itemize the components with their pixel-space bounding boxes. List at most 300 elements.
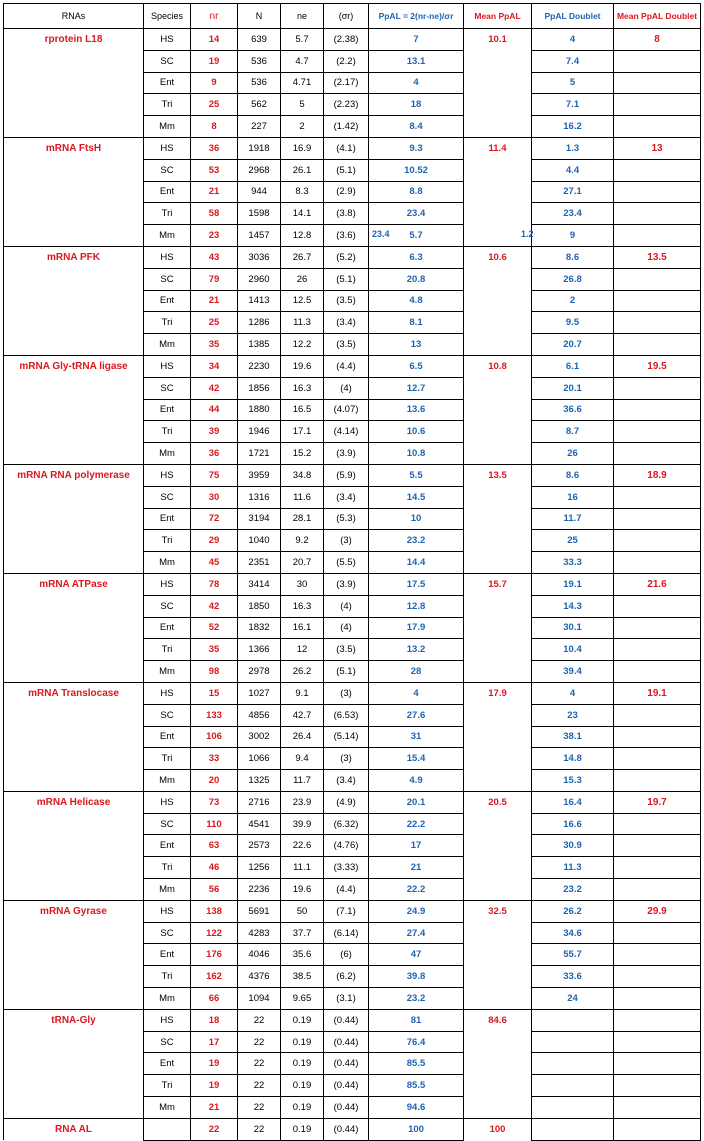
species-cell: Mm [144, 879, 191, 901]
pp-doublet-cell: 15.3 [532, 770, 614, 792]
mean-pp-doublet-cell [614, 421, 701, 443]
N-cell: 1094 [238, 988, 281, 1010]
sigma-cell: (3.1) [324, 988, 369, 1010]
rna-name-cell [4, 225, 144, 247]
mean-pp-cell [464, 1053, 532, 1075]
sigma-cell: (3.33) [324, 857, 369, 879]
mean-pp-doublet-cell [614, 94, 701, 116]
table-row [4, 726, 701, 748]
species-cell: Mm [144, 116, 191, 138]
pp-doublet-cell: 16.6 [532, 813, 614, 835]
pp-cell: 27.4 [369, 922, 464, 944]
species-cell: HS [144, 682, 191, 704]
table-row [4, 334, 701, 356]
species-cell: Ent [144, 290, 191, 312]
pp-doublet-cell: 7.1 [532, 94, 614, 116]
nr-cell: 9 [191, 72, 238, 94]
table-row [4, 835, 701, 857]
mean-pp-doublet-cell [614, 268, 701, 290]
rna-name-cell: mRNA Helicase [4, 791, 144, 813]
rna-name-cell [4, 639, 144, 661]
rna-name-cell [4, 290, 144, 312]
table-row [4, 639, 701, 661]
rna-name-cell [4, 1031, 144, 1053]
mean-pp-doublet-cell [614, 225, 701, 247]
rna-table [3, 3, 701, 1141]
sigma-cell: (5.5) [324, 552, 369, 574]
sigma-cell: (4.1) [324, 137, 369, 159]
pp-cell: 47 [369, 944, 464, 966]
nr-cell: 25 [191, 312, 238, 334]
pp-doublet-cell: 16 [532, 486, 614, 508]
table-row [4, 1031, 701, 1053]
pp-cell: 6.5 [369, 355, 464, 377]
header-sigma: (σr) [324, 4, 369, 29]
pp-cell: 4.9 [369, 770, 464, 792]
N-cell: 639 [238, 29, 281, 51]
mean-pp-cell [464, 748, 532, 770]
header-pp-doublet: PpAL Doublet [532, 4, 614, 29]
nr-cell: 21 [191, 290, 238, 312]
ne-cell: 23.9 [281, 791, 324, 813]
species-cell: SC [144, 813, 191, 835]
sigma-cell: (6) [324, 944, 369, 966]
ne-cell: 12 [281, 639, 324, 661]
nr-cell: 75 [191, 464, 238, 486]
N-cell: 22 [238, 1009, 281, 1031]
sigma-cell: (2.17) [324, 72, 369, 94]
nr-cell: 34 [191, 355, 238, 377]
N-cell: 536 [238, 72, 281, 94]
ne-cell: 26.7 [281, 246, 324, 268]
mean-pp-cell [464, 639, 532, 661]
rna-name-cell [4, 966, 144, 988]
nr-cell: 20 [191, 770, 238, 792]
sigma-cell: (3.5) [324, 290, 369, 312]
mean-pp-doublet-cell [614, 116, 701, 138]
N-cell: 2573 [238, 835, 281, 857]
pp-doublet-cell: 38.1 [532, 726, 614, 748]
N-cell: 3959 [238, 464, 281, 486]
pp-doublet-cell: 9.5 [532, 312, 614, 334]
mean-pp-doublet-cell: 19.5 [614, 355, 701, 377]
pp-cell: 85.5 [369, 1053, 464, 1075]
mean-pp-doublet-cell: 29.9 [614, 900, 701, 922]
pp-cell: 13 [369, 334, 464, 356]
mean-pp-cell [464, 290, 532, 312]
table-row [4, 181, 701, 203]
N-cell: 944 [238, 181, 281, 203]
mean-pp-doublet-cell [614, 1097, 701, 1119]
pp-cell: 21 [369, 857, 464, 879]
mean-pp-doublet-cell: 13.5 [614, 246, 701, 268]
species-cell: Mm [144, 988, 191, 1010]
pp-cell: 17 [369, 835, 464, 857]
table-row [4, 573, 701, 595]
rna-name-cell [4, 857, 144, 879]
stray-value: 1.2 [521, 229, 534, 239]
rna-name-cell [4, 399, 144, 421]
nr-cell: 36 [191, 443, 238, 465]
sigma-cell: (5.3) [324, 508, 369, 530]
rna-name-cell: mRNA ATPase [4, 573, 144, 595]
N-cell: 3194 [238, 508, 281, 530]
mean-pp-doublet-cell [614, 835, 701, 857]
nr-cell: 98 [191, 661, 238, 683]
pp-cell: 12.8 [369, 595, 464, 617]
table-row [4, 1118, 701, 1140]
pp-cell: 23.2 [369, 988, 464, 1010]
nr-cell: 73 [191, 791, 238, 813]
nr-cell: 79 [191, 268, 238, 290]
pp-doublet-cell: 34.6 [532, 922, 614, 944]
mean-pp-cell [464, 661, 532, 683]
sigma-cell: (3) [324, 682, 369, 704]
sigma-cell: (0.44) [324, 1097, 369, 1119]
sigma-cell: (4.76) [324, 835, 369, 857]
nr-cell: 21 [191, 181, 238, 203]
rna-name-cell [4, 748, 144, 770]
pp-doublet-cell: 5 [532, 72, 614, 94]
rna-name-cell: mRNA Gly-tRNA ligase [4, 355, 144, 377]
rna-name-cell [4, 944, 144, 966]
table-row [4, 988, 701, 1010]
N-cell: 3414 [238, 573, 281, 595]
pp-cell: 76.4 [369, 1031, 464, 1053]
rna-name-cell [4, 421, 144, 443]
sigma-cell: (6.14) [324, 922, 369, 944]
N-cell: 1366 [238, 639, 281, 661]
species-cell: Tri [144, 530, 191, 552]
table-row [4, 94, 701, 116]
rna-name-cell [4, 1053, 144, 1075]
nr-cell: 15 [191, 682, 238, 704]
mean-pp-doublet-cell [614, 159, 701, 181]
N-cell: 1598 [238, 203, 281, 225]
table-row [4, 203, 701, 225]
mean-pp-cell [464, 268, 532, 290]
rna-name-cell: mRNA Gyrase [4, 900, 144, 922]
table-row [4, 1009, 701, 1031]
nr-cell: 18 [191, 1009, 238, 1031]
mean-pp-cell: 11.4 [464, 137, 532, 159]
mean-pp-doublet-cell [614, 290, 701, 312]
table-row [4, 268, 701, 290]
nr-cell: 56 [191, 879, 238, 901]
ne-cell: 30 [281, 573, 324, 595]
sigma-cell: (0.44) [324, 1009, 369, 1031]
pp-doublet-cell: 24 [532, 988, 614, 1010]
pp-doublet-cell: 8.6 [532, 246, 614, 268]
species-cell: HS [144, 1009, 191, 1031]
rna-name-cell [4, 617, 144, 639]
ne-cell: 42.7 [281, 704, 324, 726]
N-cell: 2351 [238, 552, 281, 574]
species-cell: Tri [144, 203, 191, 225]
rna-name-cell [4, 835, 144, 857]
mean-pp-doublet-cell [614, 1118, 701, 1140]
mean-pp-doublet-cell [614, 203, 701, 225]
pp-cell: 5.5 [369, 464, 464, 486]
species-cell: HS [144, 29, 191, 51]
species-cell: Ent [144, 72, 191, 94]
pp-doublet-cell: 33.6 [532, 966, 614, 988]
mean-pp-cell [464, 770, 532, 792]
pp-cell: 10.52 [369, 159, 464, 181]
mean-pp-cell [464, 72, 532, 94]
mean-pp-doublet-cell [614, 50, 701, 72]
mean-pp-doublet-cell [614, 508, 701, 530]
mean-pp-doublet-cell [614, 443, 701, 465]
mean-pp-doublet-cell [614, 486, 701, 508]
rna-name-cell [4, 813, 144, 835]
rna-name-cell [4, 661, 144, 683]
pp-cell: 20.1 [369, 791, 464, 813]
rna-name-cell: mRNA RNA polymerase [4, 464, 144, 486]
ne-cell: 34.8 [281, 464, 324, 486]
pp-doublet-cell: 33.3 [532, 552, 614, 574]
species-cell: Tri [144, 966, 191, 988]
pp-cell: 13.6 [369, 399, 464, 421]
N-cell: 1946 [238, 421, 281, 443]
table-row [4, 791, 701, 813]
rna-name-cell: mRNA PFK [4, 246, 144, 268]
species-cell: SC [144, 268, 191, 290]
table-row [4, 682, 701, 704]
rna-name-cell [4, 1097, 144, 1119]
mean-pp-cell [464, 944, 532, 966]
sigma-cell: (3.4) [324, 486, 369, 508]
nr-cell: 14 [191, 29, 238, 51]
table-row [4, 421, 701, 443]
table-row [4, 377, 701, 399]
pp-cell: 17.9 [369, 617, 464, 639]
mean-pp-cell [464, 879, 532, 901]
nr-cell: 138 [191, 900, 238, 922]
table-row [4, 312, 701, 334]
N-cell: 1256 [238, 857, 281, 879]
table-row [4, 770, 701, 792]
nr-cell: 19 [191, 50, 238, 72]
N-cell: 562 [238, 94, 281, 116]
N-cell: 1286 [238, 312, 281, 334]
mean-pp-cell [464, 530, 532, 552]
mean-pp-cell [464, 966, 532, 988]
rna-name-cell [4, 486, 144, 508]
mean-pp-cell [464, 922, 532, 944]
mean-pp-cell [464, 443, 532, 465]
rna-name-cell [4, 334, 144, 356]
mean-pp-cell: 84.6 [464, 1009, 532, 1031]
ne-cell: 26.1 [281, 159, 324, 181]
pp-cell: 4 [369, 682, 464, 704]
N-cell: 1040 [238, 530, 281, 552]
rna-name-cell [4, 704, 144, 726]
pp-doublet-cell: 4 [532, 682, 614, 704]
ne-cell: 16.3 [281, 595, 324, 617]
mean-pp-doublet-cell: 8 [614, 29, 701, 51]
pp-doublet-cell: 4.4 [532, 159, 614, 181]
pp-doublet-cell: 26.8 [532, 268, 614, 290]
mean-pp-cell [464, 552, 532, 574]
N-cell: 1316 [238, 486, 281, 508]
species-cell: Ent [144, 617, 191, 639]
ne-cell: 20.7 [281, 552, 324, 574]
ne-cell: 9.4 [281, 748, 324, 770]
mean-pp-doublet-cell [614, 181, 701, 203]
pp-doublet-cell: 11.3 [532, 857, 614, 879]
N-cell: 1027 [238, 682, 281, 704]
species-cell: Tri [144, 94, 191, 116]
table-container [3, 3, 701, 1141]
mean-pp-doublet-cell: 13 [614, 137, 701, 159]
species-cell: HS [144, 573, 191, 595]
pp-cell: 31 [369, 726, 464, 748]
mean-pp-doublet-cell [614, 639, 701, 661]
nr-cell: 21 [191, 1097, 238, 1119]
mean-pp-cell [464, 617, 532, 639]
mean-pp-cell [464, 508, 532, 530]
ne-cell: 4.7 [281, 50, 324, 72]
pp-cell: 14.5 [369, 486, 464, 508]
species-cell: Ent [144, 1053, 191, 1075]
pp-doublet-cell: 14.3 [532, 595, 614, 617]
table-row [4, 399, 701, 421]
ne-cell: 0.19 [281, 1009, 324, 1031]
N-cell: 1413 [238, 290, 281, 312]
sigma-cell: (3.6) [324, 225, 369, 247]
mean-pp-doublet-cell: 18.9 [614, 464, 701, 486]
N-cell: 1832 [238, 617, 281, 639]
header-pp: PpAL = 2(nr-ne)/σr [369, 4, 464, 29]
table-row [4, 486, 701, 508]
mean-pp-doublet-cell [614, 748, 701, 770]
mean-pp-doublet-cell [614, 966, 701, 988]
ne-cell: 8.3 [281, 181, 324, 203]
mean-pp-cell [464, 421, 532, 443]
rna-name-cell [4, 159, 144, 181]
ne-cell: 9.2 [281, 530, 324, 552]
mean-pp-doublet-cell [614, 988, 701, 1010]
nr-cell: 44 [191, 399, 238, 421]
N-cell: 1721 [238, 443, 281, 465]
mean-pp-doublet-cell [614, 530, 701, 552]
nr-cell: 30 [191, 486, 238, 508]
nr-cell: 22 [191, 1118, 238, 1140]
header-mean-pp-doublet: Mean PpAL Doublet [614, 4, 701, 29]
ne-cell: 11.7 [281, 770, 324, 792]
mean-pp-cell [464, 377, 532, 399]
pp-doublet-cell: 20.7 [532, 334, 614, 356]
nr-cell: 8 [191, 116, 238, 138]
pp-cell: 28 [369, 661, 464, 683]
pp-cell: 5.7 [369, 225, 464, 247]
ne-cell: 16.5 [281, 399, 324, 421]
pp-cell: 39.8 [369, 966, 464, 988]
pp-cell: 4 [369, 72, 464, 94]
mean-pp-cell: 10.6 [464, 246, 532, 268]
mean-pp-doublet-cell [614, 857, 701, 879]
mean-pp-cell [464, 94, 532, 116]
nr-cell: 42 [191, 377, 238, 399]
N-cell: 2960 [238, 268, 281, 290]
mean-pp-cell [464, 116, 532, 138]
rna-name-cell: rprotein L18 [4, 29, 144, 51]
pp-doublet-cell: 30.1 [532, 617, 614, 639]
pp-cell: 8.8 [369, 181, 464, 203]
pp-cell: 23.2 [369, 530, 464, 552]
mean-pp-cell [464, 835, 532, 857]
rna-name-cell [4, 508, 144, 530]
ne-cell: 22.6 [281, 835, 324, 857]
sigma-cell: (5.1) [324, 268, 369, 290]
pp-cell: 12.7 [369, 377, 464, 399]
N-cell: 2236 [238, 879, 281, 901]
ne-cell: 12.2 [281, 334, 324, 356]
table-row [4, 355, 701, 377]
header-row [4, 4, 701, 29]
sigma-cell: (0.44) [324, 1031, 369, 1053]
ne-cell: 2 [281, 116, 324, 138]
species-cell: Mm [144, 552, 191, 574]
mean-pp-cell [464, 399, 532, 421]
pp-doublet-cell: 23.4 [532, 203, 614, 225]
ne-cell: 19.6 [281, 355, 324, 377]
rna-name-cell [4, 94, 144, 116]
nr-cell: 106 [191, 726, 238, 748]
mean-pp-cell [464, 857, 532, 879]
nr-cell: 39 [191, 421, 238, 443]
nr-cell: 29 [191, 530, 238, 552]
N-cell: 4376 [238, 966, 281, 988]
pp-doublet-cell: 11.7 [532, 508, 614, 530]
mean-pp-doublet-cell [614, 312, 701, 334]
table-row [4, 922, 701, 944]
pp-doublet-cell: 16.4 [532, 791, 614, 813]
sigma-cell: (0.44) [324, 1075, 369, 1097]
pp-doublet-cell: 23 [532, 704, 614, 726]
rna-name-cell [4, 530, 144, 552]
N-cell: 2230 [238, 355, 281, 377]
nr-cell: 42 [191, 595, 238, 617]
sigma-cell: (4.4) [324, 879, 369, 901]
nr-cell: 63 [191, 835, 238, 857]
pp-doublet-cell [532, 1053, 614, 1075]
species-cell: Ent [144, 399, 191, 421]
pp-cell: 94.6 [369, 1097, 464, 1119]
table-row [4, 72, 701, 94]
mean-pp-cell: 13.5 [464, 464, 532, 486]
mean-pp-doublet-cell [614, 922, 701, 944]
N-cell: 1457 [238, 225, 281, 247]
header-N: N [238, 4, 281, 29]
table-row [4, 290, 701, 312]
ne-cell: 0.19 [281, 1031, 324, 1053]
stray-value: 23.4 [372, 229, 390, 239]
species-cell: SC [144, 377, 191, 399]
species-cell: HS [144, 464, 191, 486]
pp-doublet-cell: 7.4 [532, 50, 614, 72]
sigma-cell: (6.53) [324, 704, 369, 726]
species-cell: Ent [144, 181, 191, 203]
pp-doublet-cell: 25 [532, 530, 614, 552]
ne-cell: 26 [281, 268, 324, 290]
rna-name-cell [4, 879, 144, 901]
sigma-cell: (3) [324, 530, 369, 552]
mean-pp-cell [464, 159, 532, 181]
pp-doublet-cell: 26 [532, 443, 614, 465]
mean-pp-doublet-cell [614, 334, 701, 356]
